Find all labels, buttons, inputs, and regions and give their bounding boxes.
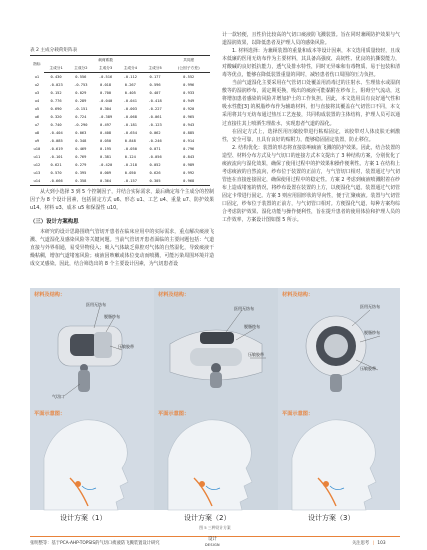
table-body [30,73,210,186]
footer-design-en: DESIGN [205,542,220,547]
communality-cell: 0.949 [183,99,195,103]
loading-cell: 0.381 [100,155,112,159]
communality-cell: 0.920 [183,107,195,111]
loading-cell: 0.848 [124,139,136,143]
loading-cell: 0.009 [100,171,112,175]
communality-cell: 0.933 [183,91,195,95]
table-row [30,89,210,97]
communality-cell: 0.796 [183,147,195,151]
loading-cell: 0.690 [50,107,62,111]
communality-cell: 0.989 [183,163,195,167]
table-row [30,161,210,169]
loading-cell: 0.556 [75,75,87,79]
loading-cell: -0.227 [148,107,162,111]
loading-cell: 0.152 [50,91,62,95]
loading-cell: -0.040 [98,99,113,103]
loading-cell: 0.626 [149,171,161,175]
table-head-comp-3: 主成分3 [93,64,118,73]
loading-cell: 0.407 [149,91,161,95]
table-head-comp-4: 主成分4 [118,64,143,73]
table-row [30,129,210,137]
design-2-nonwoven-label: 医用无纺布 [234,306,254,311]
loading-cell: -0.050 [123,147,137,151]
communality-cell: 0.885 [183,131,195,135]
loading-cell: 0.724 [75,115,87,119]
loading-cell: 0.320 [50,115,62,119]
table-row [30,73,210,82]
loading-cell: -0.157 [118,177,143,186]
figure-three-designs [30,288,400,532]
loading-cell: -0.404 [49,131,63,135]
row-index-cell: u14 [30,177,44,186]
design-3-tape-label: 压敏胶带 [360,366,376,371]
loading-cell: 0.267 [124,83,136,87]
loading-cell: -0.666 [44,177,69,186]
row-index-cell: u13 [33,171,41,175]
loading-cell: 0.071 [149,147,161,151]
goal-paragraph: 计一款轻便，且性价比较高的气切口痰液防飞溅装置。旨在同时兼顾防护效果与气道湿润效果，以降低患者及护理人员的感染风险。 [222,32,400,47]
loading-cell: 0.029 [75,91,87,95]
loading-cell: -0.654 [123,131,137,135]
loading-cell: -0.056 [148,155,162,159]
humidification-paragraph: 当前气道湿化主要采用在气管切口处覆盖用消毒过的注射水、生理盐水或湿润敷等的湿润纱布，需定期更换，吸出的痰液可能黏附在纱布上，阻碍空气流动，这将增加患者感染的风险并增加护士的工作负担。因此，本文选用具有良好通气性和吸水性能[3] 的脱脂纱布作为辅助材料，但与直接将其覆盖在气切管口不同，本文采用将其与无纺布通过热压工艺连接，共同构成装置的主体结构，护理人员可以通过直接往其上喷洒生理盐水，实现患者气道的湿化。 [222,80,400,127]
communality-cell: 0.968 [167,177,210,186]
loading-cell: 0.596 [149,83,161,87]
row-index-cell: u10 [33,147,41,151]
loading-cell: -0.516 [98,75,113,79]
loading-cell: -0.619 [49,147,63,151]
row-index-cell: u3 [34,91,40,95]
loading-cell: 0.776 [50,99,62,103]
loading-cell: 0.700 [100,91,112,95]
figure-caption: 图 5 三种设计方案 [199,525,231,530]
table-row [30,169,210,177]
loading-cell: 0.124 [124,155,136,159]
loading-cell: 0.769 [75,155,87,159]
row-index-cell: u1 [34,74,40,79]
loading-cell: 0.348 [75,139,87,143]
footer-design-cn: 设计 [208,537,217,542]
loading-cell: 0.279 [75,163,87,167]
table-head-comp-2: 主成分2 [68,64,93,73]
footer-column-label: 关注思考 [352,541,370,546]
table-row [30,145,210,153]
loading-cell: 0.358 [68,177,93,186]
table-head-group: 载荷系数 [44,56,168,65]
loading-cell: 0.364 [93,177,118,186]
loading-cell: -0.003 [123,107,137,111]
design-2-caption: 设计方案（2） [184,514,231,522]
table-row [30,113,210,121]
table-row [30,153,210,161]
communality-cell: 0.992 [183,171,195,175]
loading-cell: -0.112 [123,75,137,79]
loading-cell: 0.177 [149,75,161,79]
right-column-text [222,31,400,224]
loading-cell: 0.497 [100,123,112,127]
table-row [30,121,210,129]
design-idea-paragraph: 本研究的设计思路围绕气管切开患者在临床应用中的实际需求，重点解决痰液飞溅、气道湿化及感染风险等关键问题。当前气管切开患者面临的主要问题包括：气道直接与外界相通，易受异物侵入；吸入气体缺乏鼻腔对气体的自然湿化，导致痰液干燥粘稠，增加气道堵塞风险；痰液因咳嗽或体位变动而喷溅，可能污染周围环境并造成交叉感染。因此，结合筛选出的 8 个主要设计因素，为气切患者设 [30,229,214,268]
design-3-material-label: 材料及结构： [282,292,314,298]
design-1-gauze-label: 脱脂纱布 [104,314,120,319]
design-1-tube-label: 气切口 [52,394,64,399]
loading-cell: -0.101 [49,155,63,159]
design-2-material-label: 材料及结构： [158,292,190,298]
table-head-comp-1: 主成分1 [44,64,69,73]
loading-cell: -0.290 [74,123,88,127]
design-2-tape-label: 压敏胶带 [248,352,264,357]
loading-cell: 0.405 [124,91,136,95]
table-head-common: 共同度 [167,56,210,65]
loading-cell: -0.041 [123,99,137,103]
loading-cell: 0.050 [124,171,136,175]
loading-cell: 0.063 [75,131,87,135]
loading-cell: 0.304 [100,107,112,111]
design-3-nonwoven-label: 医用无纺布 [360,304,380,309]
communality-cell: 0.843 [183,155,195,159]
loading-cell: -0.061 [148,115,162,119]
loading-cell: -0.151 [74,107,88,111]
loading-cell: 0.050 [100,139,112,143]
loading-cell: -0.420 [98,163,113,167]
loading-cell: 0.408 [100,131,112,135]
table-row [30,137,210,145]
loading-cell: 0.430 [50,75,62,79]
loading-cell: 0.018 [100,83,112,87]
loading-cell: 0.052 [149,163,161,167]
row-index-cell: u9 [34,139,40,143]
table-row [30,81,210,89]
material-paragraph: 1. 材料选择：为兼顾装置的重量和成本等设计因素，本文选用质量较轻，且成本低廉的医用无纺布作为主要材料，其具备高强度、高韧性、优良的抗撕裂能力，对酸碱的良好抵抗能力，透气及排水特性，同时无异味和有毒物质，易于包装和清毒等优点，能够在降低装置重量的同时，减轻患者伤口周围的压力负担。 [222,48,400,79]
loading-cell: 0.621 [50,163,62,167]
row-index-cell: u6 [34,115,40,119]
loading-cell: 0.570 [50,171,62,175]
loading-cell: -0.418 [148,99,162,103]
fixation-paragraph: 在固定方式上，选择医用压敏胶带进行粘贴固定，该胶带对人体皮肤无刺激性，安全可靠，且具有良好的贴附力，能够稳固固定装置，防止移位。 [222,128,400,143]
design-1-tape-label: 压敏胶带 [118,344,134,349]
communality-cell: 0.914 [183,139,195,143]
loading-cell: 0.195 [100,147,112,151]
figure-illustration [30,288,400,532]
design-2-gauze-label: 脱脂纱布 [244,324,260,329]
row-index-cell: u8 [34,131,40,135]
table-row [30,97,210,105]
footer-separator: | [372,541,375,546]
loading-cell: -0.085 [49,139,63,143]
communality-cell: 0.965 [183,115,195,119]
design-1-plan-label: 平面示意图： [34,411,66,417]
loading-cell: -0.023 [49,83,63,87]
loading-matrix-table-block [30,47,210,186]
loading-cell: -0.181 [123,123,137,127]
row-index-cell: u11 [33,155,41,159]
loading-cell: 0.305 [143,177,168,186]
left-column-text [30,188,214,268]
communality-cell: 0.996 [183,83,195,87]
loading-cell: 0.740 [50,123,62,127]
design-1-material-label: 材料及结构： [34,292,66,298]
row-index-cell: u12 [33,163,41,167]
footer-right [352,540,386,546]
loading-cell: -0.068 [123,115,137,119]
row-index-cell: u4 [34,99,40,103]
loading-cell: 0.469 [75,147,87,151]
row-index-cell: u5 [34,107,40,111]
structure-paragraph: 2. 结构优化：装置的形态将直接影响痰液飞溅的防护效果。因此，结合装置的造型、材料分布方式及与气切口的连接方式本文提出了 3 种结构方案，分别优化了痰液流向与湿化效果，确保了使用过程中的护效果和操作便利性。方案 1 在结构上考虑痰液的自然流向，纱布位于装置的正前方，与气管切口相对，装置通过与气切管连在直接连接固定，确保使用过程中的稳定性。方案 2 考虑到痰液喷溅附着在纱布上造成堵塞的情况，将纱布设置在装置的上方，以便湿化气道。装置通过气切管固定卡带进行固定。方案 3 则应用圆形状的导向性，便于汇聚痰液。装置与气切管口固定，纱布位于装置的正前方，与气切管口相对。方便湿化气道，每种方案均综合考虑防护效果、湿化功能与操作便利性，旨在提升患者的使用体验和护理人员的工作效率，方案设计图如图 5 所示。 [222,144,400,224]
table-caption: 表 2 主成分载荷矩阵表 [30,48,78,53]
table-row [30,177,210,186]
loading-cell: -0.389 [98,115,113,119]
design-1-caption: 设计方案（1） [60,514,107,522]
table-head-common-sub: (公因子方差) [167,64,210,73]
loading-cell: -0.123 [148,123,162,127]
loading-cell: 0.395 [75,171,87,175]
table-row [30,105,210,113]
row-index-cell: u7 [34,123,40,127]
loading-cell: -0.246 [148,139,162,143]
loading-cell: -0.218 [123,163,137,167]
loading-cell: 0.062 [149,131,161,135]
loading-matrix-table [30,55,210,186]
loading-cell: -0.753 [74,83,88,87]
design-2-plan-label: 平面示意图： [158,411,190,417]
table-head-comp-5: 主成分5 [143,64,168,73]
factor-selection-paragraph: 从大到小选择 3 到 5 个控制因子，并结合实际需求，最后确定每个主成分的控制因子为 8 个设计因素，包括固定方式 u6、形态 u1、工艺 u4、重量 u7、防护效果 u14、材料 u3、成本 u5 和保湿性 u10。 [30,189,214,212]
footer-article-title: 张明整等：基于PCA-AHP-TOPSIS的气切口痰液防飞溅装置设计研究 [30,541,160,546]
row-index-cell: u2 [34,83,40,87]
communality-cell: 0.552 [183,75,195,79]
design-3-caption: 设计方案（3） [308,514,355,522]
communality-cell: 0.943 [183,123,195,127]
section-heading-design: （三）设计方案构思 [30,219,79,226]
footer-journal-mark [205,538,220,547]
loading-cell: 0.289 [75,99,87,103]
design-3-plan-label: 平面示意图： [282,411,314,417]
page-number: 103 [377,541,386,546]
design-3-gauze-label: 脱脂纱布 [364,330,380,335]
table-head-index: 指标 [30,56,44,73]
design-1-nonwoven-label: 医用无纺布 [86,302,106,307]
